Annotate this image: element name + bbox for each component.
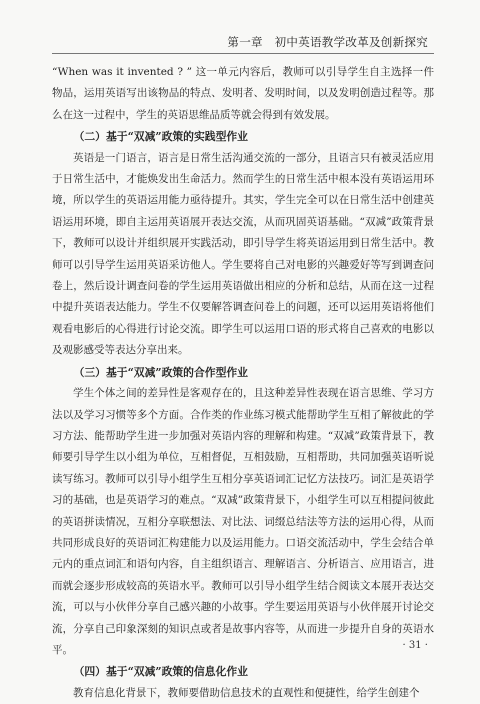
paragraph-practical-homework: 英语是一门语言，语言是日常生活沟通交流的一部分，且语言只有被灵活应用于日常生活中，才能焕发出生命活力。然而学生的日常生活中根本没有英语运用环境，所以学生的英语运用能力亟待提升。其实，学生完全可以在日常生活中创建英语运用环境，即自主运用英语展开表达交流，从而巩固英语基础。“双减”政策背景下，教师可以设计并组织展开实践活动，即引导学生将英语运用到日常生活中。教师可以引导学生运用英语采访他人。学生要将自己对电影的兴趣爱好等写到调查问卷上，然后设计调查问卷的学生运用英语做出相应的分析和总结，从而在这一过程中提升英语表达能力。学生不仅要解答调查问卷上的问题，还可以运用英语将他们观看电影后的心得进行讨论交流。即学生可以运用口语的形式将自己喜欢的电影以及观影感受等表达分享出来。 [52, 151, 434, 357]
page-number: · 31 · [402, 640, 428, 651]
header-rule [52, 53, 434, 54]
paragraph-digital-homework: 教育信息化背景下，教师要借助信息技术的直观性和便捷性，给学生创建个 [73, 686, 420, 699]
paragraph-cooperative-homework: 学生个体之间的差异性是客观存在的，且这种差异性表现在语言思维、学习方法以及学习习惯等多个方面。合作类的作业练习模式能帮助学生互相了解彼此的学习方法、能帮助学生进一步加强对英语内容的理解和构建。“双减”政策背景下，教师要引导学生以小组为单位，互相督促，互相鼓励，互相帮助，共同加强英语听说读写练习。教师可以引导小组学生互相分享英语词汇记忆方法技巧。词汇是英语学习的基础，也是英语学习的难点。“双减”政策背景下，小组学生可以互相提问彼此的英语拼读情况，互相分享联想法、对比法、词缀总结法等方法的运用心得，从而共同形成良好的英语词汇构建能力以及运用能力。口语交流活动中，学生会结合单元内的重点词汇和语句内容，自主组织语言、理解语言、分析语言、应用语言，进而就会逐步形成较高的英语水平。教师可以引导小组学生结合阅读文本展开表达交流，可以与小伙伴分享自己感兴趣的小故事。学生要运用英语与小伙伴展开讨论交流，分享自己印象深刻的知识点或者是故事内容等，从而进一步提升自身的英语水平。 [52, 387, 434, 656]
section-heading-cooperative-homework: （三）基于“双减”政策的合作型作业 [73, 365, 248, 379]
paragraph-continued: “When was it invented ? ” 这一单元内容后，教师可以引导学生自主选择一件物品，运用英语写出该物品的特点、发明者、发明时间，以及发明创造过程等。那么在这一过程中，学生的英语思维品质等就会得到有效发展。 [52, 66, 434, 121]
running-head: 第一章 初中英语教学改革及创新探究 [227, 35, 428, 49]
section-heading-digital-homework: （四）基于“双减”政策的信息化作业 [73, 665, 248, 679]
section-heading-practical-homework: （二）基于“双减”政策的实践型作业 [73, 130, 248, 144]
body-text [52, 62, 434, 704]
